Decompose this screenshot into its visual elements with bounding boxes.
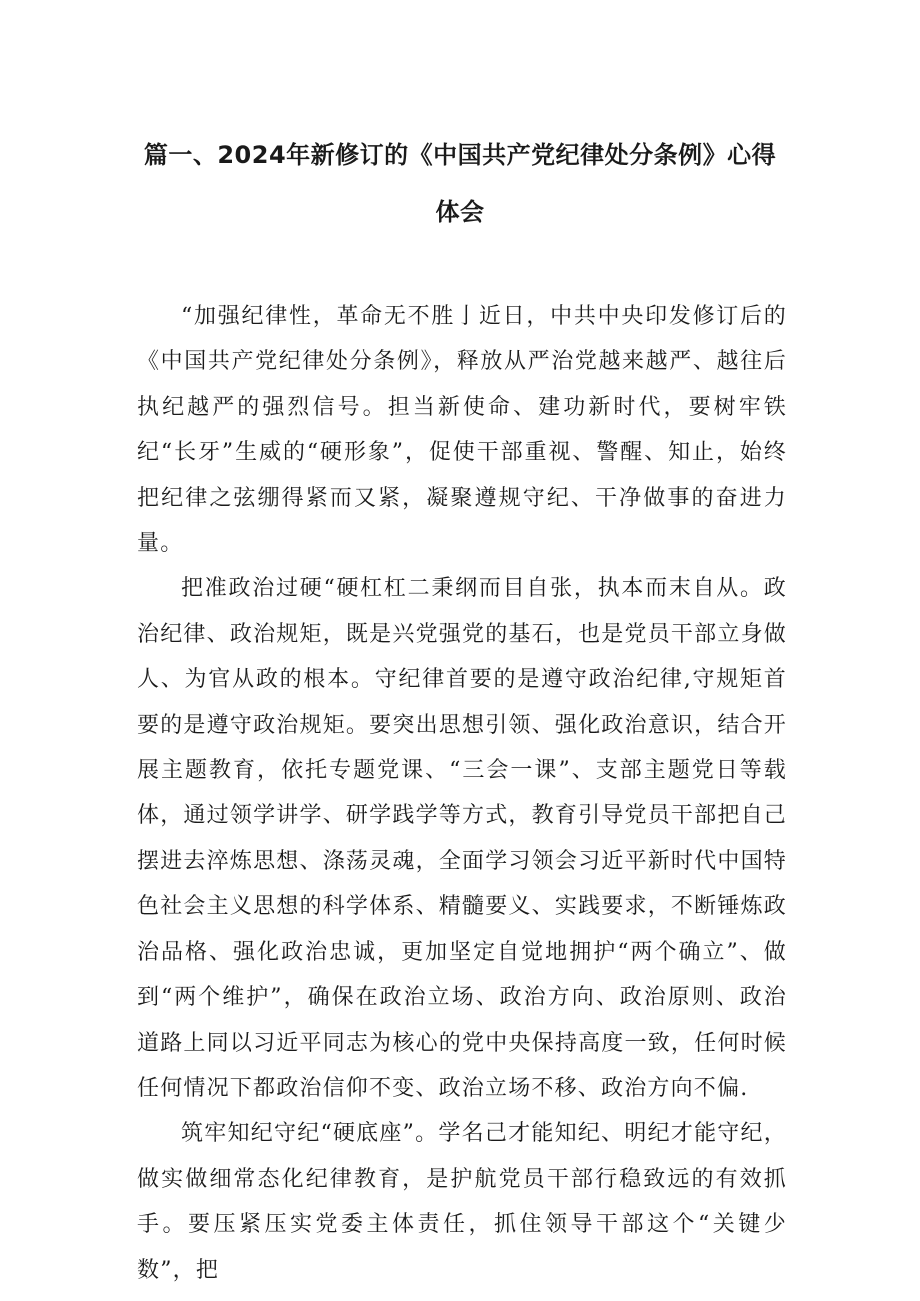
paragraph-2: 把准政治过硬“硬杠杠二秉纲而目自张，执本而末自从。政治纪律、政治规矩，既是兴党强党的基石，也是党员干部立身做人、为官从政的根本。守纪律首要的是遵守政治纪律,守规矩首要的是遵守政治规矩。要突出思想引领、强化政治意识，结合开展主题教育，依托专题党课、“三会一课”、支部主题党日等载体，通过领学讲学、研学践学等方式，教育引导党员干部把自己摆进去淬炼思想、涤荡灵魂，全面学习领会习近平新时代中国特色社会主义思想的科学体系、精髓要义、实践要求，不断锤炼政治品格、强化政治忠诚，更加坚定自觉地拥护“两个确立”、做到“两个维护”，确保在政治立场、政治方向、政治原则、政治道路上同以习近平同志为核心的党中央保持高度一致，任何时候任何情况下都政治信仰不变、政治立场不移、政治方向不偏. [137,576,787,1101]
paragraph-1: “加强纪律性，革命无不胜亅近日，中共中央印发修订后的《中国共产党纪律处分条例》，释放从严治党越来越严、越往后执纪越严的强烈信号。担当新使命、建功新时代，要树牢铁纪“长牙”生威的“硬形象”，促使干部重视、警醒、知止，始终把纪律之弦绷得紧而又紧，凝聚遵规守纪、干净做事的奋进力量。 [137,304,787,557]
paragraph-3: 筑牢知纪守纪“硬底座”。学名己才能知纪、明纪才能守纪，做实做细常态化纪律教育，是护航党员干部行稳致远的有效抓手。要压紧压实党委主体责任，抓住领导干部这个“关键少数”，把 [137,1121,787,1283]
document-title-line-1: 篇一、2024年新修订的《中国共产党纪律处分条例》心得 [143,141,777,169]
document-body [137,294,787,1293]
document-title-line-2: 体会 [435,198,485,226]
